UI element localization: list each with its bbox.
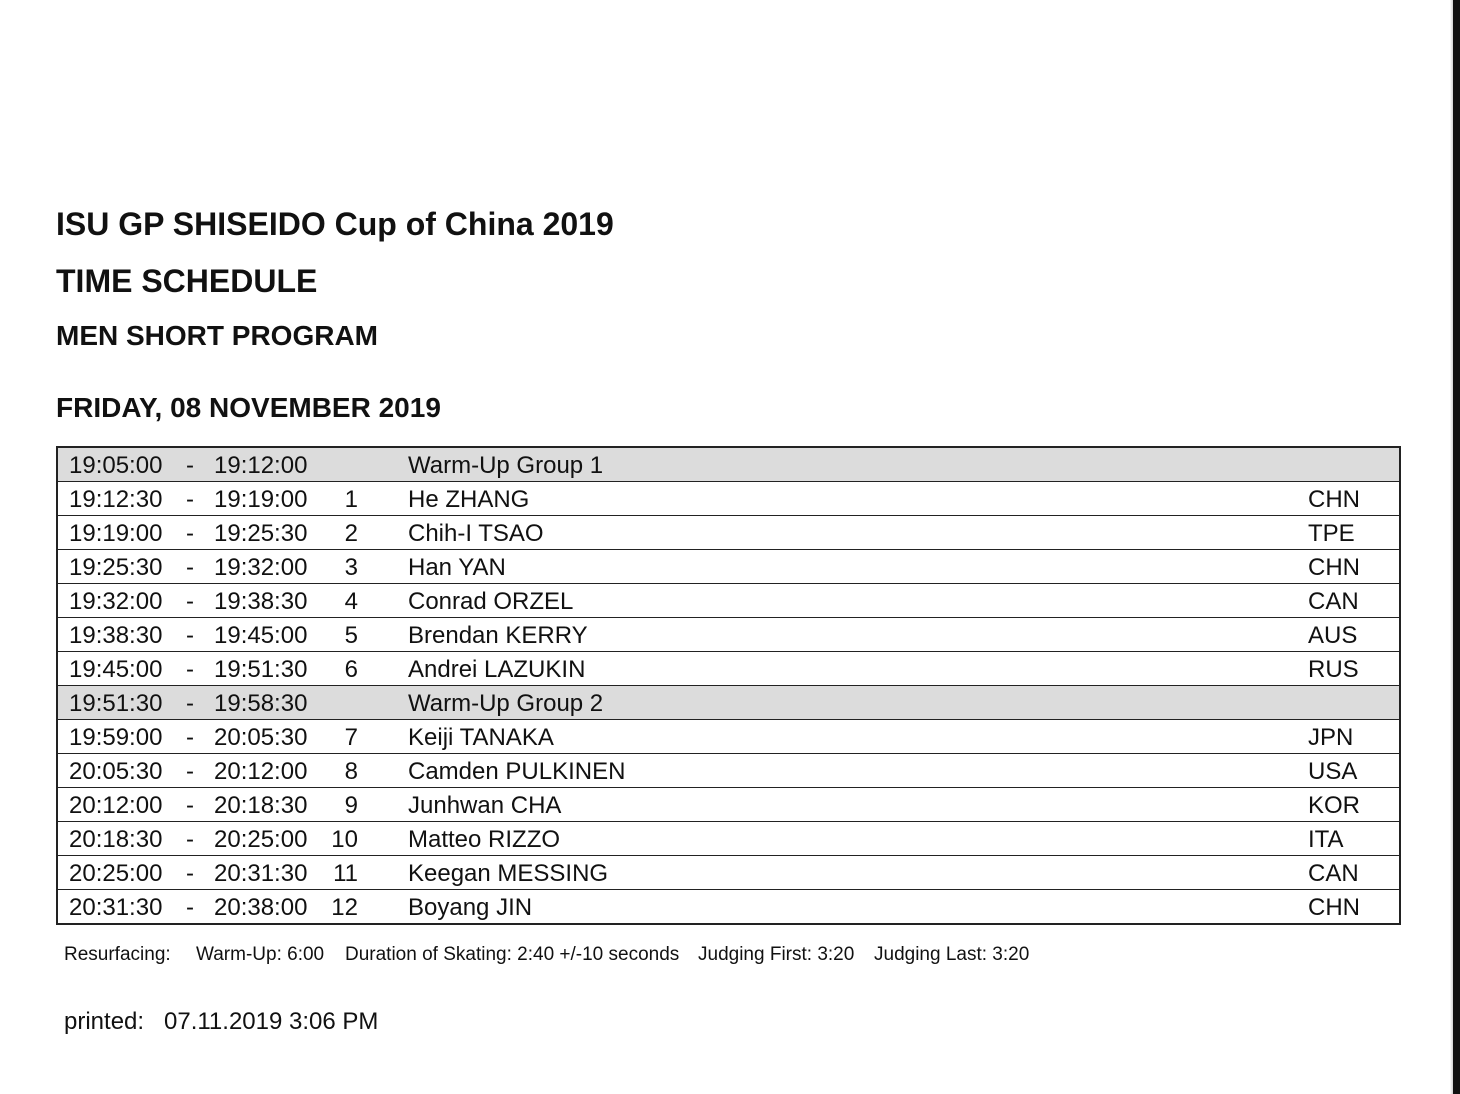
table-row xyxy=(58,856,1399,890)
nation-code: CHN xyxy=(1308,486,1360,513)
start-time: 19:59:00 xyxy=(69,724,163,751)
nation-code: AUS xyxy=(1308,622,1358,649)
time-separator: - xyxy=(186,486,194,513)
table-row xyxy=(58,890,1399,923)
table-row xyxy=(58,720,1399,754)
start-time: 19:51:30 xyxy=(69,690,163,717)
time-separator: - xyxy=(186,588,194,615)
start-time: 19:19:00 xyxy=(69,520,163,547)
skating-duration-note: Duration of Skating: 2:40 +/-10 seconds xyxy=(345,944,680,965)
nation-code: CAN xyxy=(1308,588,1359,615)
time-separator: - xyxy=(186,656,194,683)
nation-code: CHN xyxy=(1308,554,1360,581)
end-time: 19:38:30 xyxy=(214,588,308,615)
nation-code: JPN xyxy=(1308,724,1354,751)
end-time: 19:45:00 xyxy=(214,622,308,649)
end-time: 19:58:30 xyxy=(214,690,308,717)
start-number: 5 xyxy=(344,622,358,649)
time-separator: - xyxy=(186,894,194,921)
time-separator: - xyxy=(186,758,194,785)
skater-name: Junhwan CHA xyxy=(408,792,562,819)
warmup-duration-note: Warm-Up: 6:00 xyxy=(196,944,325,965)
end-time: 20:25:00 xyxy=(214,826,308,853)
table-row xyxy=(58,822,1399,856)
skater-name: Matteo RIZZO xyxy=(408,826,561,853)
table-row xyxy=(58,618,1399,652)
document-title: TIME SCHEDULE xyxy=(56,263,318,299)
time-separator: - xyxy=(186,622,194,649)
start-number: 4 xyxy=(344,588,358,615)
warmup-row xyxy=(58,686,1399,720)
skater-name: Camden PULKINEN xyxy=(408,758,626,785)
judging-last-note: Judging Last: 3:20 xyxy=(874,944,1030,965)
time-separator: - xyxy=(186,826,194,853)
end-time: 19:25:30 xyxy=(214,520,308,547)
skater-name: Chih-I TSAO xyxy=(408,520,544,547)
table-row xyxy=(58,482,1399,516)
start-time: 19:45:00 xyxy=(69,656,163,683)
end-time: 20:31:30 xyxy=(214,860,308,887)
time-separator: - xyxy=(186,724,194,751)
table-row xyxy=(58,652,1399,686)
end-time: 19:51:30 xyxy=(214,656,308,683)
nation-code: TPE xyxy=(1308,520,1355,547)
table-row xyxy=(58,788,1399,822)
start-number: 2 xyxy=(344,520,358,547)
skater-name: Keegan MESSING xyxy=(408,860,609,887)
time-separator: - xyxy=(186,860,194,887)
time-separator: - xyxy=(186,792,194,819)
end-time: 19:12:00 xyxy=(214,452,308,479)
start-time: 19:32:00 xyxy=(69,588,163,615)
printed-label: printed: xyxy=(64,1008,145,1035)
skater-name: Boyang JIN xyxy=(408,894,533,921)
skater-name: He ZHANG xyxy=(408,486,530,513)
warmup-row xyxy=(58,448,1399,482)
start-time: 19:25:30 xyxy=(69,554,163,581)
table-row xyxy=(58,516,1399,550)
start-time: 19:38:30 xyxy=(69,622,163,649)
time-separator: - xyxy=(186,452,194,479)
end-time: 19:32:00 xyxy=(214,554,308,581)
nation-code: RUS xyxy=(1308,656,1359,683)
start-time: 20:31:30 xyxy=(69,894,163,921)
schedule-date: FRIDAY, 08 NOVEMBER 2019 xyxy=(56,392,441,423)
time-separator: - xyxy=(186,554,194,581)
page-edge xyxy=(1453,0,1460,1094)
skater-name: Conrad ORZEL xyxy=(408,588,574,615)
nation-code: CHN xyxy=(1308,894,1360,921)
start-number: 12 xyxy=(331,894,358,921)
skater-name: Han YAN xyxy=(408,554,506,581)
end-time: 20:18:30 xyxy=(214,792,308,819)
nation-code: USA xyxy=(1308,758,1358,785)
skater-name: Andrei LAZUKIN xyxy=(408,656,586,683)
start-time: 20:12:00 xyxy=(69,792,163,819)
start-number: 10 xyxy=(331,826,358,853)
start-number: 3 xyxy=(344,554,358,581)
start-time: 19:05:00 xyxy=(69,452,163,479)
start-time: 19:12:30 xyxy=(69,486,163,513)
start-number: 8 xyxy=(344,758,358,785)
end-time: 20:12:00 xyxy=(214,758,308,785)
end-time: 19:19:00 xyxy=(214,486,308,513)
start-number: 11 xyxy=(333,860,358,887)
resurfacing-note: Resurfacing: xyxy=(64,944,171,965)
end-time: 20:05:30 xyxy=(214,724,308,751)
start-number: 6 xyxy=(344,656,358,683)
nation-code: KOR xyxy=(1308,792,1361,819)
table-row xyxy=(58,550,1399,584)
nation-code: CAN xyxy=(1308,860,1359,887)
skater-name: Keiji TANAKA xyxy=(408,724,554,751)
end-time: 20:38:00 xyxy=(214,894,308,921)
schedule-table xyxy=(56,446,1401,925)
table-row xyxy=(58,754,1399,788)
start-time: 20:25:00 xyxy=(69,860,163,887)
judging-first-note: Judging First: 3:20 xyxy=(698,944,855,965)
table-row xyxy=(58,584,1399,618)
event-title: ISU GP SHISEIDO Cup of China 2019 xyxy=(56,206,614,242)
nation-code: ITA xyxy=(1308,826,1344,853)
start-time: 20:18:30 xyxy=(69,826,163,853)
start-time: 20:05:30 xyxy=(69,758,163,785)
start-number: 7 xyxy=(344,724,358,751)
start-number: 9 xyxy=(344,792,358,819)
segment-title: MEN SHORT PROGRAM xyxy=(56,320,378,351)
skater-name: Warm-Up Group 2 xyxy=(408,690,604,717)
time-separator: - xyxy=(186,520,194,547)
printed-value: 07.11.2019 3:06 PM xyxy=(164,1008,379,1035)
time-separator: - xyxy=(186,690,194,717)
skater-name: Warm-Up Group 1 xyxy=(408,452,604,479)
start-number: 1 xyxy=(344,486,358,513)
skater-name: Brendan KERRY xyxy=(408,622,588,649)
